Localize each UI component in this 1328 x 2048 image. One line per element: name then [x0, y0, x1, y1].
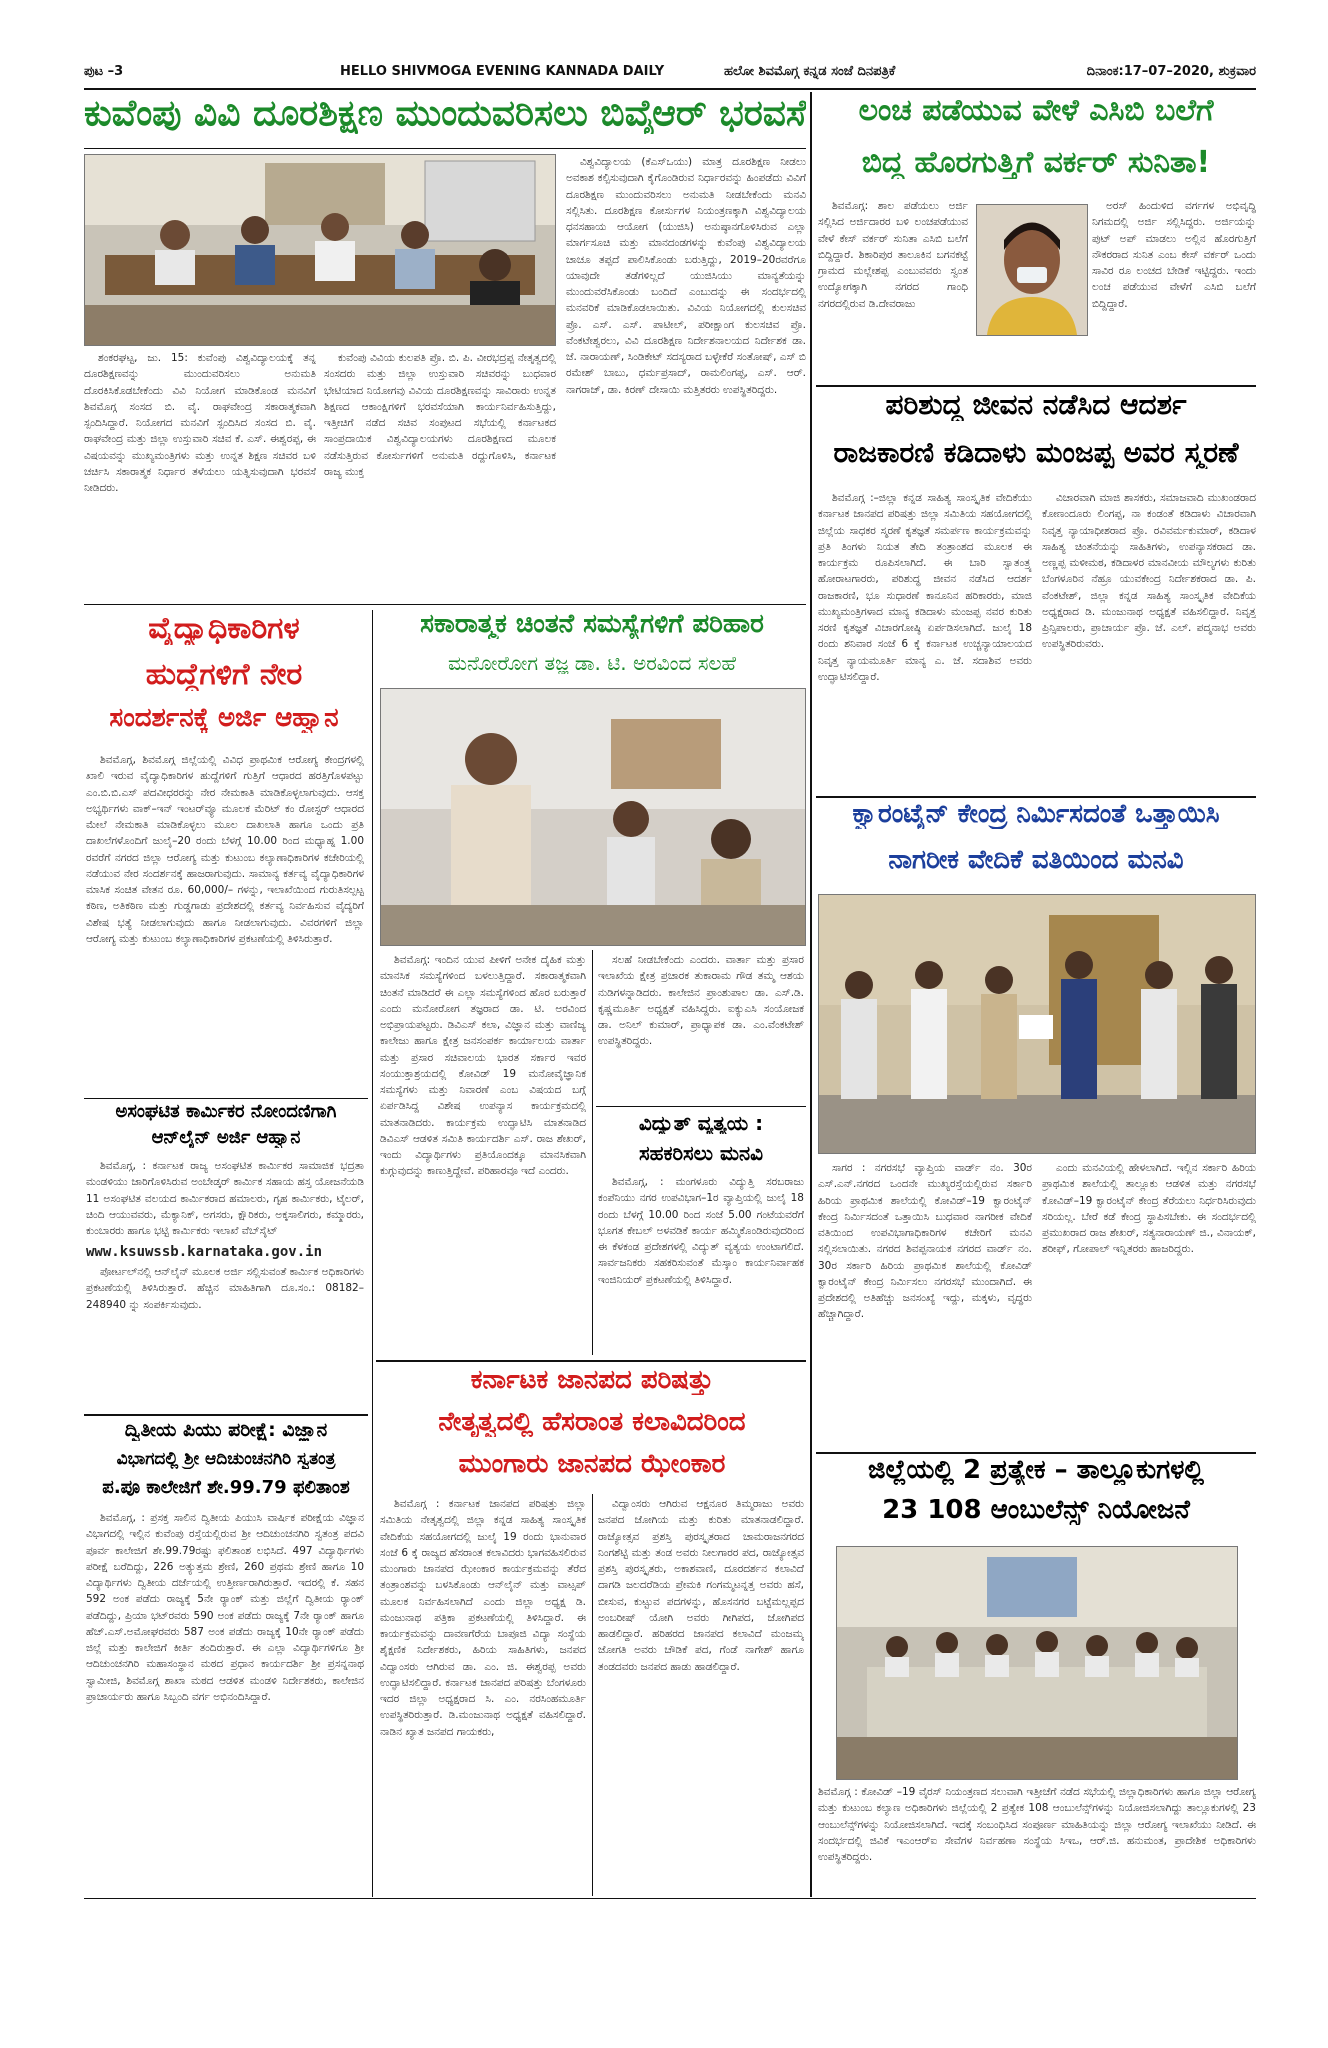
manjappa-headline-1: ಪರಿಶುದ್ಧ ಜೀವನ ನಡೆಸಿದ ಆದರ್ಶ — [885, 390, 1187, 421]
kuvempu-headline: ಕುವೆಂಪು ವಿವಿ ದೂರಶಿಕ್ಷಣ ಮುಂದುವರಿಸಲು ಬಿವೈಆರ್ ಭರವಸೆ — [84, 94, 806, 134]
meeting-photo — [84, 154, 556, 346]
janapada-headline-1: ಕರ್ನಾಟಕ ಜಾನಪದ ಪರಿಷತ್ತು — [470, 1366, 714, 1395]
sunitha-image — [977, 205, 1087, 335]
sakaratmaka-subhead: ಮನೋರೋಗ ತಜ್ಞ ಡಾ. ಟಿ. ಅರವಿಂದ ಸಲಹೆ — [447, 652, 737, 674]
acb-headline-2: ಬಿದ್ದ ಹೊರಗುತ್ತಿಗೆ ವರ್ಕರ್ ಸುನಿತಾ! — [861, 146, 1211, 179]
quarantine-photo — [818, 894, 1256, 1154]
quarantine-text-1: ಸಾಗರ : ನಗರಸಭೆ ವ್ಯಾಪ್ತಿಯ ವಾರ್ಡ್ ನಂ. 30ರ ಎಸ್.ಎನ್.ನಗರದ ಒಂದನೇ ಮುಖ್ಯರಸ್ತೆಯಲ್ಲಿರುವ ಸರ್ಕಾರಿ ಹಿರಿಯ ಪ್ರಾಥಮಿಕ ಶಾಲೆಯಲ್ಲಿ ಕೋವಿಡ್–19 ಕ್ವಾರಂಟೈನ್ ಕೇಂದ್ರ ನಿರ್ಮಿಸದಂತೆ ಒತ್ತಾಯಿಸಿ ಬುಧವಾರ ನಾಗರೀಕ ವೇದಿಕೆ ವತಿಯಿಂದ ಉಪವಿಭಾಗಾಧಿಕಾರಿಗಳ ಕಚೇರಿಗೆ ಮನವಿ ಸಲ್ಲಿಸಲಾಯಿತು. ನಗರದ ಶಿವಪ್ಪನಾಯಕ ನಗರದ ವಾರ್ಡ್ ನಂ. 30ರ ಸರ್ಕಾರಿ ಹಿರಿಯ ಪ್ರಾಥಮಿಕ ಶಾಲೆಯಲ್ಲಿ ಕೋವಿಡ್ ಕ್ವಾರಂಟೈನ್ ಕೇಂದ್ರ ನಿರ್ಮಿಸಲು ನಗರಸಭೆ ಮುಂದಾಗಿದೆ. ಈ ಪ್ರದೇಶದಲ್ಲಿ ಅತಿಹೆಚ್ಚು ಜನಸಂಖ್ಯೆ ಇದ್ದು, ಮಕ್ಕಳು, ವೃದ್ಧರು ಹೆಚ್ಚಾಗಿದ್ದಾರೆ. — [818, 1162, 1032, 1321]
janapada-text-1: ಶಿವಮೊಗ್ಗ : ಕರ್ನಾಟಕ ಜಾನಪದ ಪರಿಷತ್ತು ಜಿಲ್ಲಾ ಸಮಿತಿಯ ನೇತೃತ್ವದಲ್ಲಿ ಜಿಲ್ಲಾ ಕನ್ನಡ ಸಾಹಿತ್ಯ ಸಾಂಸ್ಕೃತಿಕ ವೇದಿಕೆಯ ಸಹಯೋಗದಲ್ಲಿ ಜುಲೈ 19 ರಂದು ಭಾನುವಾರ ಸಂಜೆ 6 ಕ್ಕೆ ರಾಜ್ಯದ ಹೆಸರಾಂತ ಕಲಾವಿದರು ಭಾಗವಹಿಸಲಿರುವ ಮುಂಗಾರು ಜಾನಪದ ಝೇಂಕಾರ ಕಾರ್ಯಕ್ರಮವನ್ನು ತೆರೆದ ತಂತ್ರಾಂಶವನ್ನು ಬಳಸಿಕೊಂಡು ಆನ್‌ಲೈನ್ ಮತ್ತು ವಾಟ್ಸಪ್ ಮೂಲಕ ನಿರ್ವಹಿಸಲಾಗಿದೆ ಎಂದು ಜಿಲ್ಲಾ ಅಧ್ಯಕ್ಷ ಡಿ. ಮಂಜುನಾಥ ಪತ್ರಿಕಾ ಪ್ರಕಟಣೆಯಲ್ಲಿ ತಿಳಿಸಿದ್ದಾರೆ. ಈ ಕಾರ್ಯಕ್ರಮವನ್ನು ದಾವಣಗೆರೆಯ ಬಾಪೂಜಿ ವಿದ್ಯಾ ಸಂಸ್ಥೆಯ ಶೈಕ್ಷಣಿಕ ನಿರ್ದೇಶಕರು, ಹಿರಿಯ ಸಾಹಿತಿಗಳು, ಜನಪದ ವಿದ್ವಾಂಸರು ಆಗಿರುವ ಡಾ. ಎಂ. ಜಿ. ಈಶ್ವರಪ್ಪ ಅವರು ಉದ್ಘಾಟಿಸಲಿದ್ದಾರೆ. ಕರ್ನಾಟಕ ಜಾನಪದ ಪರಿಷತ್ತು ಬೆಂಗಳೂರು ಇದರ ಜಿಲ್ಲಾ ಅಧ್ಯಕ್ಷರಾದ ಸಿ. ಎಂ. ನರಸಿಂಹಮೂರ್ತಿ ಉಪಸ್ಥಿತರಿರುತ್ತಾರೆ. ಡಿ.ಮಂಜುನಾಥ ಅಧ್ಯಕ್ಷತೆ ವಹಿಸಲಿದ್ದಾರೆ. ನಾಡಿನ ಖ್ಯಾತ ಜನಪದ ಗಾಯಕರು, — [380, 1498, 586, 1738]
kuvempu-body-mid — [324, 350, 556, 600]
kuvempu-text-1: ಶಂಕರಘಟ್ಟ, ಜು. 15: ಕುವೆಂಪು ವಿಶ್ವವಿದ್ಯಾಲಯಕ್ಕೆ ತನ್ನ ದೂರಶಿಕ್ಷಣವನ್ನು ಮುಂದುವರಿಸಲು ಅನುಮತಿ ದೊರಕಿಸಿಕೊಡಬೇಕೆಂದು ವಿವಿ ನಿಯೋಗ ಮಾಡಿಕೊಂಡ ಮನವಿಗೆ ಶಿವಮೊಗ್ಗ ಸಂಸದ ಬಿ. ವೈ. ರಾಘವೇಂದ್ರ ಸಕಾರಾತ್ಮಕವಾಗಿ ಸ್ಪಂದಿಸಿದ್ದಾರೆ. ನಿಯೋಗದ ಮನವಿಗೆ ಸ್ಪಂದಿಸಿದ ಸಂಸದ ಬಿ. ವೈ. ರಾಘವೇಂದ್ರ ಮತ್ತು ಜಿಲ್ಲಾ ಉಸ್ತುವಾರಿ ಸಚಿವ ಕೆ. ಎಸ್. ಈಶ್ವರಪ್ಪ, ಈ ವಿಷಯವನ್ನು ಮುಖ್ಯಮಂತ್ರಿಗಳು ಮತ್ತು ಉನ್ನತ ಶಿಕ್ಷಣ ಸಚಿವರ ಬಳಿ ಚರ್ಚಿಸಿ ಸಕಾರಾತ್ಮಕ ನಿರ್ಧಾರ ತಳೆಯಲು ಯತ್ನಿಸುವುದಾಗಿ ಭರವಸೆ ನೀಡಿದರು. — [84, 352, 316, 495]
manjappa-text-1: ಶಿವಮೊಗ್ಗ :–ಜಿಲ್ಲಾ ಕನ್ನಡ ಸಾಹಿತ್ಯ ಸಾಂಸ್ಕೃತಿಕ ವೇದಿಕೆಯು ಕರ್ನಾಟಕ ಜಾನಪದ ಪರಿಷತ್ತು ಜಿಲ್ಲಾ ಸಮಿತಿಯ ಸಹಯೋಗದಲ್ಲಿ ಜಿಲ್ಲೆಯ ಸಾಧಕರ ಸ್ಮರಣೆ ಕೃತಜ್ಞತೆ ಸಮರ್ಪಣ ಕಾರ್ಯಕ್ರಮವನ್ನು ಪ್ರತಿ ತಿಂಗಳು ನಿಯತ ತೇದಿ ತಂತ್ರಾಂಶದ ಮೂಲಕ ಈ ಕಾರ್ಯಕ್ರಮ ರೂಪಿಸಲಾಗಿದೆ. ಈ ಬಾರಿ ಸ್ವಾತಂತ್ರ್ಯ ಹೋರಾಟಗಾರರು, ಪರಿಶುದ್ಧ ಜೀವನ ನಡೆಸಿದ ಆದರ್ಶ ರಾಜಕಾರಣಿ, ಭೂ ಸುಧಾರಣೆ ಕಾನೂನಿನ ಹರಿಕಾರರು, ಮಾಜಿ ಮುಖ್ಯಮಂತ್ರಿಗಳಾದ ಮಾನ್ಯ ಕಡಿದಾಳು ಮಂಜಪ್ಪ ನವರ ಕುರಿತು ಸರಣಿ ಕೃತಜ್ಞತೆ ವಿಚಾರಗೋಷ್ಠಿ ಏರ್ಪಡಿಸಲಾಗಿದೆ. ಜುಲೈ 18 ರಂದು ಶನಿವಾರ ಸಂಜೆ 6 ಕ್ಕೆ ಕರ್ನಾಟಕ ಉಚ್ಚನ್ಯಾಯಾಲಯದ ನಿವೃತ್ತ ನ್ಯಾಯಮೂರ್ತಿ ಮಾನ್ಯ ಎ. ಜೆ. ಸದಾಶಿವ ಅವರು ಉದ್ಘಾಟಿಸಲಿದ್ದಾರೆ. — [818, 492, 1032, 683]
issue-date: ದಿನಾಂಕ:17–07–2020, ಶುಕ್ರವಾರ — [1086, 64, 1256, 79]
paper-name-english: HELLO SHIVMOGA EVENING KANNADA DAILY — [340, 64, 665, 79]
vaidya-body — [86, 752, 364, 1094]
asanghatita-text-2: ಪೋರ್ಟಲ್‌ನಲ್ಲಿ ಆನ್‌ಲೈನ್ ಮೂಲಕ ಅರ್ಜಿ ಸಲ್ಲಿಸುವಂತೆ ಕಾರ್ಮಿಕ ಅಧಿಕಾರಿಗಳು ಪ್ರಕಟಣೆಯಲ್ಲಿ ತಿಳಿಸಿರುತ್ತಾರೆ. ಹೆಚ್ಚಿನ ಮಾಹಿತಿಗಾಗಿ ದೂ.ಸಂ.: 08182–248940 ನ್ನು ಸಂಪರ್ಕಿಸುವುದು. — [86, 1266, 364, 1311]
janapada-text-2: ವಿದ್ವಾಂಸರು ಆಗಿರುವ ಆಕ್ಷನೂರ ತಿಮ್ಮರಾಜು ಅವರು ಜನಪದ ಜೋಗಿಯ ಮತ್ತು ಕುರಿತು ಮಾತನಾಡಲಿದ್ದಾರೆ. ರಾಜ್ಯೋತ್ಸವ ಪ್ರಶಸ್ತಿ ಪುರಸ್ಕೃತರಾದ ಚಾಮರಾಜನಗರದ ನಿಂಗಶೆಟ್ಟಿ ಮತ್ತು ತಂಡ ಅವರು ನೀಲಗಾರರ ಪದ, ರಾಜ್ಯೋತ್ಸವ ಪ್ರಶಸ್ತಿ ಪುರಸ್ಕೃತರು, ಅಕಾಶವಾಣಿ, ದೂರದರ್ಶನ ಕಲಾವಿದೆ ದಾಗಡಿ ಜಲದರೆಡಿಯ ಪ್ರೇಮಕಿ ಗಂಗಮ್ಮಟನ್ನತ್ತ ಅವರು ಹಸೆ, ಬೀಸುವ, ಕುಟ್ಟುವ ಪದಗಳನ್ನು, ಹೊಸನಗರ ಬಟ್ಟೆಮಲ್ಲಪ್ಪದ ಅಂಬರೀಷ್ ಯೋಗಿ ಅವರು ಗೀಗಿಪದ, ಜೋಗಿಪದ ಹಾಡಲಿದ್ದಾರೆ. ಹರಿಹರದ ಜಾನಪದ ಕಲಾವಿದೆ ಮಂಜಮ್ಮ ಜೋಗತಿ ಅವರು ಚೌಡಿಕೆ ಪದ, ಗೆಂಡೆ ನಾಗೇಶ್ ಹಾಗೂ ತಂಡದವರು ಜನಪದ ಹಾಡು ಹಾಡಲಿದ್ದಾರೆ. — [598, 1498, 804, 1673]
puc-headline-1: ದ್ವಿತೀಯ ಪಿಯು ಪರೀಕ್ಷೆ: ವಿಜ್ಞಾನ — [124, 1420, 328, 1441]
vaidya-headline-2: ಹುದ್ದೆಗಳಿಗೆ ನೇರ — [145, 658, 303, 691]
acb-text-1: ಶಿವಮೊಗ್ಗ: ಶಾಲ ಪಡೆಯಲು ಅರ್ಜಿ ಸಲ್ಲಿಸಿದ ಅರ್ಜಿದಾರರ ಬಳಿ ಲಂಚಪಡೆಯುವ ವೇಳೆ ಕೇಸ್ ವರ್ಕರ್ ಸುನಿತಾ ಎಸಿಬಿ ಬಲೆಗೆ ಬಿದ್ದಿದ್ದಾರೆ. ಶಿಕಾರಿಪುರ ತಾಲೂಕಿನ ಬಗನಕಟ್ಟೆ ಗ್ರಾಮದ ಮಲ್ಲೇಶಪ್ಪ ಎಂಬುವವರು ಸ್ವಂತ ಉದ್ಯೋಗಕ್ಕಾಗಿ ನಗರದ ಗಾಂಧಿ ನಗರದಲ್ಲಿರುವ ಡಿ.ದೇವರಾಜು — [818, 200, 968, 310]
page-number: ಪುಟ –3 — [84, 64, 124, 79]
janapada-headline-2: ನೇತೃತ್ವದಲ್ಲಿ ಹೆಸರಾಂತ ಕಲಾವಿದರಿಂದ — [438, 1408, 746, 1437]
manjappa-headline-2: ರಾಜಕಾರಣಿ ಕಡಿದಾಳು ಮಂಜಪ್ಪ ಅವರ ಸ್ಮರಣೆ — [833, 438, 1239, 469]
quarantine-text-2: ಎಂದು ಮನವಿಯಲ್ಲಿ ಹೇಳಲಾಗಿದೆ. ಇಲ್ಲಿನ ಸರ್ಕಾರಿ ಹಿರಿಯ ಪ್ರಾಥಮಿಕ ಶಾಲೆಯಲ್ಲಿ ತಾಲ್ಲೂಕು ಆಡಳಿತ ಮತ್ತು ನಗರಸಭೆ ಕೋವಿಡ್–19 ಕ್ವಾರಂಟೈನ್ ಕೇಂದ್ರ ತೆರೆಯಲು ನಿರ್ಧರಿಸಿರುವುದು ಸರಿಯಲ್ಲ. ಬೇರೆ ಕಡೆ ಕೇಂದ್ರ ಸ್ಥಾಪಿಸಬೇಕು. ಈ ಸಂದರ್ಭದಲ್ಲಿ ಪ್ರಮುಖರಾದ ರಾಜ ಶೇಖರ್, ಸತ್ಯನಾರಾಯಣ್ ಜಿ., ವಿನಾಯಕ್, ಶರೀಫ್, ಗೋಪಾಲ್ ಇನ್ನಿತರರು ಹಾಜರಿದ್ದರು. — [1042, 1162, 1256, 1256]
asanghatita-headline-2: ಆನ್‌ಲೈನ್ ಅರ್ಜಿ ಆಹ್ವಾನ — [151, 1128, 301, 1148]
vidyut-headline-2: ಸಹಕರಿಸಲು ಮನವಿ — [639, 1142, 763, 1164]
acb-body-right — [1092, 198, 1256, 378]
sakaratmaka-body-right — [598, 952, 804, 1102]
doctor-image — [381, 689, 805, 945]
ambulance-caption: ಶಿವಮೊಗ್ಗ : ಕೋವಿಡ್ –19 ವೈರಸ್ ನಿಯಂತ್ರಣದ ಸಲುವಾಗಿ ಇತ್ತೀಚೆಗೆ ನಡೆದ ಸಭೆಯಲ್ಲಿ ಜಿಲ್ಲಾಧಿಕಾರಿಗಳು ಹಾಗೂ ಜಿಲ್ಲಾ ಆರೋಗ್ಯ ಮತ್ತು ಕುಟುಂಬ ಕಲ್ಯಾಣ ಅಧಿಕಾರಿಗಳು ಜಿಲ್ಲೆಯಲ್ಲಿ 2 ಪ್ರತ್ಯೇಕ 108 ಆಂಬುಲೆನ್ಸ್‌ಗಳನ್ನು ನಿಯೋಜಿಸಲಾಗಿದ್ದು ತಾಲ್ಲೂಕುಗಳಲ್ಲಿ 23 ಆಂಬುಲೆನ್ಸ್‌ಗಳನ್ನು ನಿಯೋಜಿಸಲಾಗಿದೆ. ಇದಕ್ಕೆ ಸಂಬಂಧಿಸಿದ ಸಂಪೂರ್ಣ ಮಾಹಿತಿಯನ್ನು ಜಿಲ್ಲಾ ಆರೋಗ್ಯ ಇಲಾಖೆಯು ನೀಡಿದೆ. ಈ ಸಂದರ್ಭದಲ್ಲಿ ಜಿವಿಕೆ ಇಎಂಆರ್‌ಐ ಸೇವೆಗಳ ನಿರ್ವಹಣಾ ಸಂಸ್ಥೆಯ ಸಿಇಒ, ಆರ್.ಜಿ. ಹನುಮಂತ, ಪ್ರಾದೇಶಿಕ ಅಧಿಕಾರಿಗಳು ಉಪಸ್ಥಿತರಿದ್ದರು. — [818, 1786, 1256, 1864]
puc-headline-2: ವಿಭಾಗದಲ್ಲಿ ಶ್ರೀ ಆದಿಚುಂಚನಗಿರಿ ಸ್ವತಂತ್ರ — [116, 1450, 336, 1469]
vidyut-text: ಶಿವಮೊಗ್ಗ, : ಮಂಗಳೂರು ವಿದ್ಯುತ್ತಿ ಸರಬರಾಜು ಕಂಪೆನಿಯು ನಗರ ಉಪವಿಭಾಗ–1ರ ವ್ಯಾಪ್ತಿಯಲ್ಲಿ ಜುಲೈ 18 ರಂದು ಬೆಳಗ್ಗೆ 10.00 ರಿಂದ ಸಂಜೆ 5.00 ಗಂಟೆಯವರೆಗೆ ಭೂಗತ ಕೇಬಲ್ ಅಳವಡಿಕೆ ಕಾರ್ಯ ಹಮ್ಮಿಕೊಂಡಿರುವುದರಿಂದ ಈ ಕೆಳಕಂಡ ಪ್ರದೇಶಗಳಲ್ಲಿ ವಿದ್ಯುತ್ ವ್ಯತ್ಯಯ ಉಂಟಾಗಲಿದೆ. ಸಾರ್ವಜನಿಕರು ಸಹಕರಿಸುವಂತೆ ಮೆಸ್ಕಾಂ ಕಾರ್ಯನಿರ್ವಾಹಕ ಇಂಜಿನಿಯರ್ ಪ್ರಕಟಣೆಯಲ್ಲಿ ತಿಳಿಸಿದ್ದಾರೆ. — [598, 1176, 804, 1286]
ksuwssb-website-link[interactable]: www.ksuwssb.karnataka.gov.in — [86, 1244, 323, 1261]
quarantine-body-right — [1042, 1160, 1256, 1450]
puc-headline-3: ಪ.ಪೂ ಕಾಲೇಜಿಗೆ ಶೇ.99.79 ಫಲಿತಾಂಶ — [102, 1478, 350, 1498]
sakaratmaka-text-1: ಶಿವಮೊಗ್ಗ: ಇಂದಿನ ಯುವ ಪೀಳಿಗೆ ಅನೇಕ ದೈಹಿಕ ಮತ್ತು ಮಾನಸಿಕ ಸಮಸ್ಯೆಗಳಿಂದ ಬಳಲುತ್ತಿದ್ದಾರೆ. ಸಕಾರಾತ್ಮಕವಾಗಿ ಚಿಂತನೆ ಮಾಡಿದರೆ ಈ ಎಲ್ಲಾ ಸಮಸ್ಯೆಗಳಿಂದ ಹೊರ ಬರುತ್ತಾರೆ ಎಂದು ಮನೋರೋಗ ತಜ್ಞರಾದ ಡಾ. ಟಿ. ಅರವಿಂದ ಅಭಿಪ್ರಾಯಪಟ್ಟರು. ಡಿವಿಎಸ್ ಕಲಾ, ವಿಜ್ಞಾನ ಮತ್ತು ವಾಣಿಜ್ಯ ಕಾಲೇಜು ಹಾಗೂ ಕ್ಷೇತ್ರ ಜನಸಂಪರ್ಕ ಕಾರ್ಯಾಲಯ ವಾರ್ತಾ ಮತ್ತು ಪ್ರಸಾರ ಸಚಿವಾಲಯ ಭಾರತ ಸರ್ಕಾರ ಇವರ ಸಂಯುಕ್ತಾಶ್ರಯದಲ್ಲಿ ಕೋವಿಡ್ 19 ಮನೋವೈಜ್ಞಾನಿಕ ಸಮಸ್ಯೆಗಳು ಮತ್ತು ನಿವಾರಣೆ ಎಂಬ ವಿಷಯದ ಬಗ್ಗೆ ಏರ್ಪಡಿಸಿದ್ದ ವಿಶೇಷ ಉಪನ್ಯಾಸ ಕಾರ್ಯಕ್ರಮದಲ್ಲಿ ಮಾತನಾಡಿದರು. ಕಾರ್ಯಕ್ರಮ ಉದ್ಘಾಟಿಸಿ ಮಾತನಾಡಿದ ಡಿವಿಎಸ್ ಆಡಳಿತ ಸಮಿತಿ ಕಾರ್ಯದರ್ಶಿ ಎಸ್. ರಾಜ ಶೇಖರ್, ಇಂದು ವಿದ್ಯಾರ್ಥಿಗಳು ಪ್ರತಿಯೊಂದಕ್ಕೂ ಮಾನಸಿಕವಾಗಿ ಕುಗ್ಗುವುದನ್ನು ಕಾಣುತ್ತಿದ್ದೇವೆ. ಪರಿಹಾರವೂ ಇದೆ ಎಂದರು. — [380, 954, 586, 1178]
quarantine-body-left — [818, 1160, 1032, 1450]
meeting-photo-image — [85, 155, 555, 345]
page-header — [84, 60, 1256, 86]
janapada-body-left — [380, 1496, 586, 1896]
sakaratmaka-headline: ಸಕಾರಾತ್ಮಕ ಚಿಂತನೆ ಸಮಸ್ಯೆಗಳಿಗೆ ಪರಿಹಾರ — [420, 610, 764, 639]
kuvempu-body-right — [566, 154, 806, 600]
sakaratmaka-text-2: ಸಲಹೆ ನೀಡಬೇಕೆಂದು ಎಂದರು. ವಾರ್ತಾ ಮತ್ತು ಪ್ರಸಾರ ಇಲಾಖೆಯ ಕ್ಷೇತ್ರ ಪ್ರಚಾರಕ ತುಕಾರಾಮ ಗೌಡ ತಮ್ಮ ಆಶಯ ನುಡಿಗಳನ್ನಾಡಿದರು. ಕಾಲೇಜಿನ ಪ್ರಾಂಶುಪಾಲ ಡಾ. ಎಸ್.ಡಿ. ಕೃಷ್ಣಮೂರ್ತಿ ಅಧ್ಯಕ್ಷತೆ ವಹಿಸಿದ್ದರು. ಐಕ್ಯುಎಸಿ ಸಂಯೋಜಕ ಡಾ. ಅನಿಲ್ ಕುಮಾರ್, ಪ್ರಾಧ್ಯಾಪಕ ಡಾ. ಎಂ.ವೆಂಕಟೇಶ್ ಉಪಸ್ಥಿತರಿದ್ದರು. — [598, 954, 804, 1048]
manjappa-body-right — [1042, 490, 1256, 788]
ambulance-headline-1: ಜಿಲ್ಲೆಯಲ್ಲಿ 2 ಪ್ರತ್ಯೇಕ – ತಾಲ್ಲೂಕುಗಳಲ್ಲಿ — [868, 1456, 1204, 1485]
vidyut-headline-1: ವಿದ್ಯುತ್ ವ್ಯತ್ಯಯ : — [638, 1112, 764, 1134]
acb-text-2: ಅರಸ್ ಹಿಂದುಳಿದ ವರ್ಗಗಳ ಅಭಿವೃದ್ಧಿ ನಿಗಮದಲ್ಲಿ ಅರ್ಜಿ ಸಲ್ಲಿಸಿದ್ದರು. ಅರ್ಜಿಯನ್ನು ಪುಟ್ ಅಪ್ ಮಾಡಲು ಅಲ್ಲಿನ ಹೊರಗುತ್ತಿಗೆ ನೌಕರರಾದ ಸುನಿತ ಎಂಬ ಕೇಸ್ ವರ್ಕರ್ ಒಂದು ಸಾವಿರ ರೂ ಲಂಚದ ಬೇಡಿಕೆ ಇಟ್ಟಿದ್ದರು. ಇಂದು ಲಂಚ ಪಡೆಯುವ ವೇಳೆಗೆ ಎಸಿಬಿ ಬಲೆಗೆ ಬಿದ್ದಿದ್ದಾರೆ. — [1092, 200, 1256, 310]
puc-text: ಶಿವಮೊಗ್ಗ, : ಪ್ರಸಕ್ತ ಸಾಲಿನ ದ್ವಿತೀಯ ಪಿಯುಸಿ ವಾರ್ಷಿಕ ಪರೀಕ್ಷೆಯ ವಿಜ್ಞಾನ ವಿಭಾಗದಲ್ಲಿ ಇಲ್ಲಿನ ಕುವೆಂಪು ರಸ್ತೆಯಲ್ಲಿರುವ ಶ್ರೀ ಆದಿಚುಂಚನಗಿರಿ ಸ್ವತಂತ್ರ ಪದವಿ ಪೂರ್ವ ಕಾಲೇಜಿಗೆ ಶೇ.99.79ರಷ್ಟು ಫಲಿತಾಂಶ ಲಭಿಸಿದೆ. 497 ವಿದ್ಯಾರ್ಥಿಗಳು ಪರೀಕ್ಷೆ ಬರೆದಿದ್ದು, 226 ಅತ್ಯುತ್ತಮ ಶ್ರೇಣಿ, 260 ಪ್ರಥಮ ಶ್ರೇಣಿ ಹಾಗೂ 10 ವಿದ್ಯಾರ್ಥಿಗಳು ದ್ವಿತೀಯ ದರ್ಜೆಯಲ್ಲಿ ಉತ್ತೀರ್ಣರಾಗಿರುತ್ತಾರೆ. ಇದರಲ್ಲಿ ಕೆ. ಸಹನ 592 ಅಂಕ ಪಡೆದು ರಾಜ್ಯಕ್ಕೆ 5ನೇ ರ್‍ಯಾಂಕ್ ಮತ್ತು ಜಿಲ್ಲೆಗೆ ದ್ವಿತೀಯ ರ್‍ಯಾಂಕ್ ಪಡೆದಿದ್ದು, ಪ್ರಿಯಾ ಭಟ್‌ರವರು 590 ಅಂಕ ಪಡೆದು ರಾಜ್ಯಕ್ಕೆ 7ನೇ ರ್‍ಯಾಂಕ್ ಹಾಗೂ ಹೆಚ್.ಎಸ್.ಅಮೋಘರವರು 587 ಅಂಕ ಪಡೆದು ರಾಜ್ಯಕ್ಕೆ 10ನೇ ರ್‍ಯಾಂಕ್ ಪಡೆದು ಜಿಲ್ಲೆ ಮತ್ತು ಕಾಲೇಜಿಗೆ ಕೀರ್ತಿ ತಂದಿರುತ್ತಾರೆ. ಈ ಎಲ್ಲಾ ವಿದ್ಯಾರ್ಥಿಗಳಿಗೂ ಶ್ರೀ ಆದಿಚುಂಚನಗಿರಿ ಮಹಾಸಂಸ್ಥಾನ ಮಠದ ಪ್ರಧಾನ ಕಾರ್ಯದರ್ಶಿ ಶ್ರೀ ಪ್ರಸನ್ನನಾಥ ಸ್ವಾಮೀಜಿ, ಶಿವಮೊಗ್ಗ ಶಾಖಾ ಮಠದ ಆಡಳಿತ ಮಂಡಳಿ ನಿರ್ದೇಶಕರು, ಕಾಲೇಜಿನ ಪ್ರಾಚಾರ್ಯರು ಹಾಗೂ ಸಿಬ್ಬಂದಿ ವರ್ಗ ಅಭಿನಂದಿಸಿದ್ದಾರೆ. — [86, 1512, 364, 1703]
acb-body-left — [818, 198, 968, 378]
vaidya-text: ಶಿವಮೊಗ್ಗ, ಶಿವಮೊಗ್ಗ ಜಿಲ್ಲೆಯಲ್ಲಿ ವಿವಿಧ ಪ್ರಾಥಮಿಕ ಆರೋಗ್ಯ ಕೇಂದ್ರಗಳಲ್ಲಿ ಖಾಲಿ ಇರುವ ವೈದ್ಯಾಧಿಕಾರಿಗಳ ಹುದ್ದೆಗಳಿಗೆ ಗುತ್ತಿಗೆ ಆಧಾರದ ಹರತ್ತಿಗೊಳಪಟ್ಟು ಎಂ.ಬಿ.ಬಿ.ಎಸ್ ಪದವೀಧರರನ್ನು ನೇರ ನೇಮಕಾತಿ ಮಾಡಿಕೊಳ್ಳಲಾಗುವುದು. ಆಸಕ್ತ ಅಭ್ಯರ್ಥಿಗಳು ವಾಕ್–ಇನ್ ಇಂಟರ್‌ವ್ಯೂ ಮೂಲಕ ಮೆರಿಟ್ ಕಂ ರೋಸ್ಟರ್ ಆಧಾರದ ಮೇಲೆ ನೇಮಕಾತಿ ಮಾಡಿಕೊಳ್ಳಲು ಮೂಲ ದಾಖಲಾತಿ ಹಾಗೂ ಒಂದು ಪ್ರತಿ ದಾಖಲೆಗಳೊಂದಿಗೆ ಜುಲೈ–20 ರಂದು ಬೆಳಗ್ಗೆ 10.00 ರಿಂದ ಮಧ್ಯಾಹ್ನ 1.00 ರವರೆಗೆ ನಗರದ ಜಿಲ್ಲಾ ಆರೋಗ್ಯ ಮತ್ತು ಕುಟುಂಬ ಕಲ್ಯಾಣಾಧಿಕಾರಿಗಳ ಕಚೇರಿಯಲ್ಲಿ ನಡೆಯುವ ನೇರ ಸಂದರ್ಶನಕ್ಕೆ ಹಾಜರಾಗುವುದು. ಸಾಮಾನ್ಯ ಕರ್ತವ್ಯ ವೈದ್ಯಾಧಿಕಾರಿಗಳ ಮಾಸಿಕ ಸಂಚಿತ ವೇತನ ರೂ. 60,000/– ಗಳನ್ನು, ಇಲಾಖೆಯಿಂದ ಗುರುತಿಸಲ್ಪಟ್ಟ ಕಠಿಣ, ಅತಿಕಠಿಣ ಮತ್ತು ಗುಡ್ಡಗಾಡು ಪ್ರದೇಶದಲ್ಲಿ ಕರ್ತವ್ಯ ನಿರ್ವಹಿಸುವ ವೈದ್ಯರಿಗೆ ವಿಶೇಷ ಭತ್ಯೆ ನೀಡಲಾಗುವುದು ಹಾಗೂ ನೀಡಲಾಗುವುದು. ವಿವರಗಳಿಗೆ ಜಿಲ್ಲಾ ಆರೋಗ್ಯ ಮತ್ತು ಕುಟುಂಬ ಕಲ್ಯಾಣಾಧಿಕಾರಿಗಳ ಪ್ರಕಟಣೆಯಲ್ಲಿ ತಿಳಿಸಿರುತ್ತಾರೆ. — [86, 754, 364, 945]
janapada-headline-3: ಮುಂಗಾರು ಜಾನಪದ ಝೇಂಕಾರ — [458, 1450, 726, 1479]
ambulance-meeting-image — [837, 1547, 1237, 1779]
kuvempu-text-3: ವಿಶ್ವವಿದ್ಯಾಲಯ (ಕೆಎಸ್‌ಒಯು) ಮಾತ್ರ ದೂರಶಿಕ್ಷಣ ನೀಡಲು ಅವಕಾಶ ಕಲ್ಪಿಸುವುದಾಗಿ ಕೈಗೊಂಡಿರುವ ನಿರ್ಧಾರವನ್ನು ಹಿಂಪಡೆದು ವಿವಿಗೆ ದೂರಶಿಕ್ಷಣ ಮುಂದುವರಿಸಲು ಅನುಮತಿ ನೀಡಬೇಕೆಂದು ಮನವಿ ಸಲ್ಲಿಸಿತು. ದೂರಶಿಕ್ಷಣ ಕೋರ್ಸುಗಳ ನಿಯಂತ್ರಣಕ್ಕಾಗಿ ವಿಶ್ವವಿದ್ಯಾಲಯ ಧನಸಹಾಯ ಆಯೋಗ (ಯುಜಿಸಿ) ಅನುಷ್ಠಾನಗೊಳಿಸಿರುವ ಎಲ್ಲಾ ಮಾರ್ಗಸೂಚಿ ಮತ್ತು ಮಾನದಂಡಗಳನ್ನು ಕುವೆಂಪು ವಿಶ್ವವಿದ್ಯಾಲಯ ಚಾಚೂ ತಪ್ಪದೆ ಪಾಲಿಸಿಕೊಂಡು ಬರುತ್ತಿದ್ದು, 2019–20ರವರೆಗೂ ಯಾವುದೇ ತಡೆಗಳಿಲ್ಲದೆ ಯುಜಿಸಿಯು ಮಾನ್ಯತೆಯನ್ನು ಮುಂದುವರೆಸಿಕೊಂಡು ಬಂದಿದೆ ಎಂಬುದನ್ನು ಈ ಸಂದರ್ಭದಲ್ಲಿ ಮನವರಿಕೆ ಮಾಡಿಕೊಡಲಾಯಿತು. ವಿವಿಯ ನಿಯೋಗದಲ್ಲಿ ಕುಲಸಚಿವ ಪ್ರೊ. ಎಸ್. ಎಸ್. ಪಾಟೀಲ್, ಪರೀಕ್ಷಾಂಗ ಕುಲಸಚಿವ ಪ್ರೊ. ವೆಂಕಟೇಶ್ವರಲು, ವಿವಿ ದೂರಶಿಕ್ಷಣ ನಿರ್ದೇಶನಾಲಯದ ನಿರ್ದೇಶಕ ಡಾ. ಜೆ. ನಾರಾಯಣ್, ಸಿಂಡಿಕೇಟ್ ಸದಸ್ಯರಾದ ಬಳ್ಳೇಕೆರೆ ಸಂತೋಷ್, ಎಸ್ ಬಿ ರಮೇಶ್ ಬಾಬು, ಧರ್ಮಪ್ರಸಾದ್, ರಾಮಲಿಂಗಪ್ಪ, ಎಸ್. ಆರ್. ನಾಗರಾಜ್, ಡಾ. ಕಿರಣ್ ದೇಸಾಯಿ ಮತ್ತಿತರರು ಉಪಸ್ಥಿತರಿದ್ದರು. — [566, 156, 806, 396]
quarantine-headline-2: ನಾಗರೀಕ ವೇದಿಕೆ ವತಿಯಿಂದ ಮನವಿ — [888, 846, 1184, 875]
manjappa-text-2: ವಿಚಾರವಾಗಿ ಮಾಜಿ ಶಾಸಕರು, ಸಮಾಜವಾದಿ ಮುಖಂಡರಾದ ಕೋಣಂದೂರು ಲಿಂಗಪ್ಪ, ನಾ ಕಂಡಂತೆ ಕಡಿದಾಳು ವಿಚಾರವಾಗಿ ನಿವೃತ್ತ ನ್ಯಾಯಾಧೀಶರಾದ ಪ್ರೊ. ರವಿವರ್ಮಕುಮಾರ್, ಕಡಿದಾಳ ಸಾಹಿತ್ಯ ಚಿಂತನೆಯನ್ನು ಸಾಹಿತಿಗಳು, ಉಪನ್ಯಾಸಕರಾದ ಡಾ. ಅಣ್ಣಪ್ಪ ಮಳೀಮಠ, ಕಡಿದಾಳರ ಮಾನವೀಯ ಮೌಲ್ಯಗಳು ಕುರಿತು ಬೆಂಗಳೂರಿನ ನೆಹ್ರೂ ಯುವಕೇಂದ್ರ ನಿರ್ದೇಶಕರಾದ ಡಾ. ಪಿ. ವೆಂಕಟೇಶ್, ಜಿಲ್ಲಾ ಕನ್ನಡ ಸಾಹಿತ್ಯ ಸಾಂಸ್ಕೃತಿಕ ವೇದಿಕೆಯ ಅಧ್ಯಕ್ಷರಾದ ಡಿ. ಮಂಜುನಾಥ ಅಧ್ಯಕ್ಷತೆ ವಹಿಸಲಿದ್ದಾರೆ. ನಿವೃತ್ತ ಪ್ರಿನ್ಸಿಪಾಲರು, ಪ್ರಾಚಾರ್ಯ ಪ್ರೊ. ಜೆ. ಎಲ್. ಪದ್ಮನಾಭ ಅವರು ಉಪಸ್ಥಿತರಿರುವರು. — [1042, 492, 1256, 651]
kuvempu-text-2: ಕುವೆಂಪು ವಿವಿಯ ಕುಲಪತಿ ಪ್ರೊ. ಬಿ. ಪಿ. ವೀರಭದ್ರಪ್ಪ ನೇತೃತ್ವದಲ್ಲಿ ಸಂಸದರು ಮತ್ತು ಜಿಲ್ಲಾ ಉಸ್ತುವಾರಿ ಸಚಿವರನ್ನು ಬುಧವಾರ ಭೇಟಿಯಾದ ನಿಯೋಗವು ವಿವಿಯ ದೂರಶಿಕ್ಷಣವನ್ನು ಸಾವಿರಾರು ಉನ್ನತ ಶಿಕ್ಷಣದ ಆಕಾಂಕ್ಷಿಗಳಿಗೆ ಭರವಸೆಯಾಗಿ ಕಾರ್ಯನಿರ್ವಹಿಸುತ್ತಿದ್ದು, ಇತ್ತೀಚಿಗೆ ನಡೆದ ಸಚಿವ ಸಂಪುಟದ ಸಭೆಯಲ್ಲಿ ಕರ್ನಾಟಕದ ಸಾಂಪ್ರದಾಯಿಕ ವಿಶ್ವವಿದ್ಯಾಲಯಗಳು ದೂರಶಿಕ್ಷಣದ ಮೂಲಕ ನಡೆಸುತ್ತಿರುವ ಕೋರ್ಸುಗಳಿಗೆ ಅನುಮತಿ ರದ್ದುಗೊಳಿಸಿ, ಕರ್ನಾಟಕ ರಾಜ್ಯ ಮುಕ್ತ — [324, 352, 556, 478]
quarantine-image — [819, 895, 1255, 1153]
asanghatita-text: ಶಿವಮೊಗ್ಗ, : ಕರ್ನಾಟಕ ರಾಜ್ಯ ಅಸಂಘಟಿತ ಕಾರ್ಮಿಕರ ಸಾಮಾಜಿಕ ಭದ್ರತಾ ಮಂಡಳಿಯು ಜಾರಿಗೊಳಿಸಿರುವ ಅಂಬೇಡ್ಕರ್ ಕಾರ್ಮಿಕ ಸಹಾಯ ಹಸ್ತ ಯೋಜನೆಯಡಿ 11 ಅಸಂಘಟಿತ ವಲಯದ ಕಾರ್ಮಿಕರಾದ ಹಮಾಲರು, ಗೃಹ ಕಾರ್ಮಿಕರು, ಟೈಲರ್, ಚಿಂದಿ ಆಯುವವರು, ಮೆಕ್ಯಾನಿಕ್, ಅಗಸರು, ಕ್ಷೌರಿಕರು, ಅಕ್ಕಸಾಲಿಗರು, ಕಮ್ಮಾರರು, ಕುಂಬಾರರು ಹಾಗೂ ಭಟ್ಟಿ ಕಾರ್ಮಿಕರು ಇಲಾಖೆ ವೆಬ್‌ಸೈಟ್ — [86, 1160, 364, 1238]
vaidya-headline-3: ಸಂದರ್ಶನಕ್ಕೆ ಅರ್ಜಿ ಆಹ್ವಾನ — [109, 704, 339, 733]
ambulance-photo — [836, 1546, 1238, 1780]
sunitha-photo — [976, 204, 1088, 336]
asanghatita-headline-1: ಅಸಂಘಟಿತ ಕಾರ್ಮಿಕರ ನೋಂದಣಿಗಾಗಿ — [115, 1102, 337, 1122]
ambulance-headline-2: 23 108 ಆಂಬುಲೆನ್ಸ್ ನಿಯೋಜನೆ — [882, 1496, 1190, 1525]
paper-name-kannada: ಹಲೋ ಶಿವಮೊಗ್ಗ ಕನ್ನಡ ಸಂಜೆ ದಿನಪತ್ರಿಕೆ — [724, 64, 896, 79]
quarantine-headline-1: ಕ್ವಾರಂಟೈನ್ ಕೇಂದ್ರ ನಿರ್ಮಿಸದಂತೆ ಒತ್ತಾಯಿಸಿ — [852, 800, 1220, 829]
manjappa-body-left — [818, 490, 1032, 788]
vidyut-body — [598, 1174, 804, 1354]
doctor-photo — [380, 688, 806, 946]
sakaratmaka-body-left — [380, 952, 586, 1354]
janapada-body-right — [598, 1496, 804, 1896]
acb-headline-1: ಲಂಚ ಪಡೆಯುವ ವೇಳೆ ಎಸಿಬಿ ಬಲೆಗೆ — [858, 94, 1214, 127]
puc-body — [86, 1510, 364, 1896]
asanghatita-body — [86, 1158, 364, 1410]
kuvempu-body-left — [84, 350, 316, 600]
vaidya-headline-1: ವೈದ್ಯಾಧಿಕಾರಿಗಳ — [148, 612, 300, 645]
